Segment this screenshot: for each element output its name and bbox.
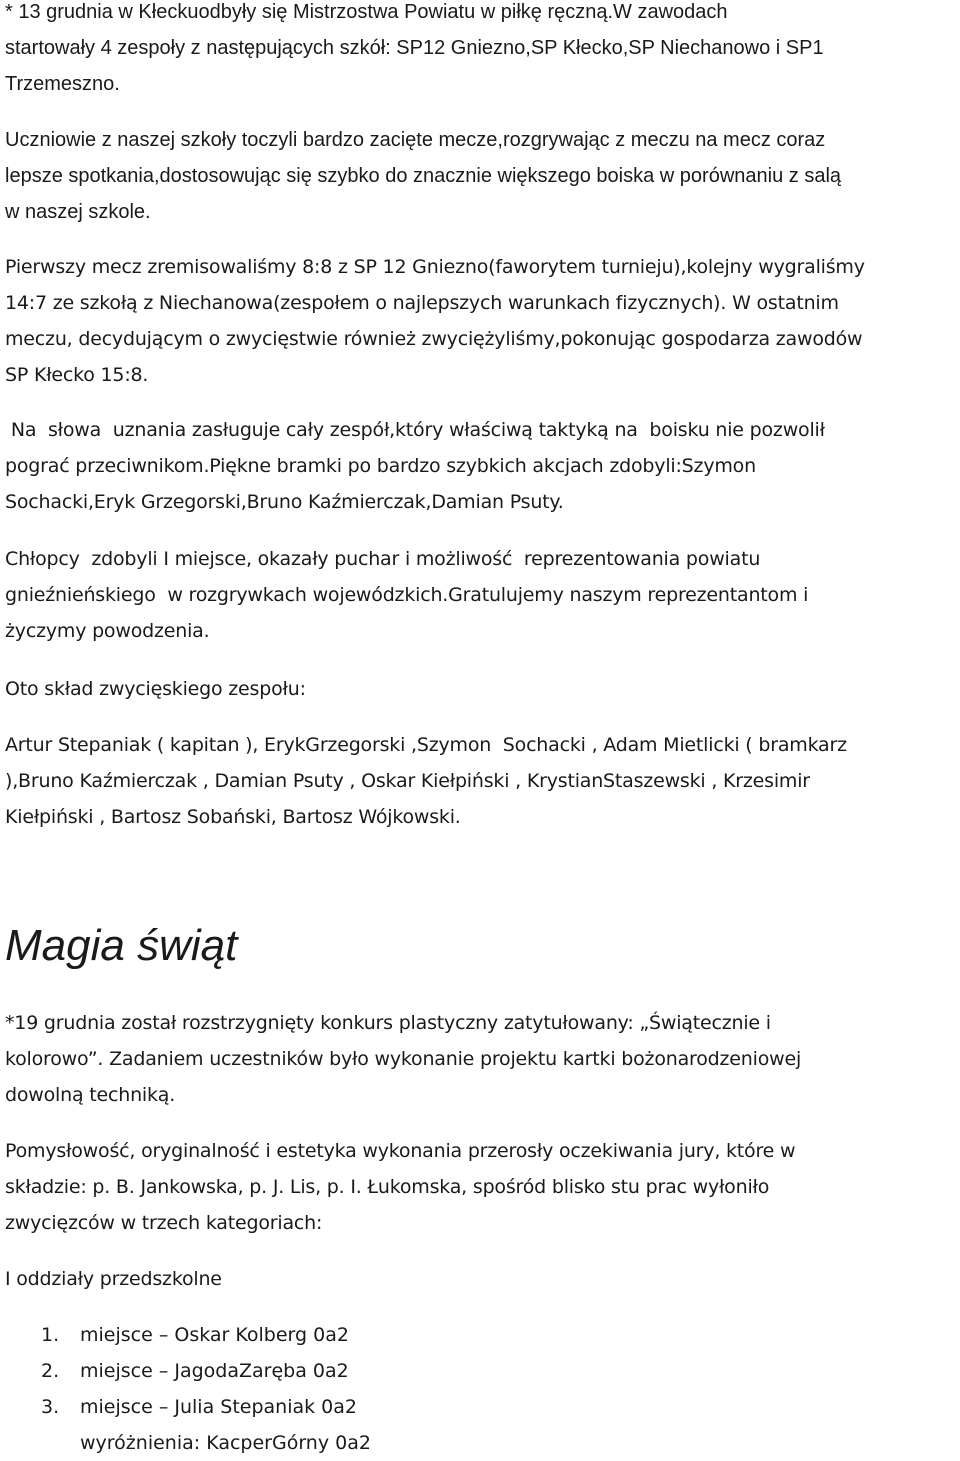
text-line: kolorowo”. Zadaniem uczestników było wykonanie projektu kartki bożonarodzeniowej [5,1048,802,1070]
text-line: dowolną techniką. [5,1084,176,1106]
text-line: I oddziały przedszkolne [5,1268,222,1290]
text-line: zwycięzców w trzech kategoriach: [5,1212,323,1234]
text-line: Trzemeszno. [5,73,120,95]
text-line: Chłopcy zdobyli I miejsce, okazały puchar i możliwość reprezentowania powiatu [5,548,761,570]
text-line: składzie: p. B. Jankowska, p. J. Lis, p. I. Łukomska, spośród blisko stu prac wyłoniło [5,1176,770,1198]
text-line: Artur Stepaniak ( kapitan ), ErykGrzegorski ,Szymon Sochacki , Adam Mietlicki ( bramkarz [5,734,847,756]
recognition-paragraph [5,412,960,520]
text-line: startowały 4 zespoły z następujących szkół: SP12 Gniezno,SP Kłecko,SP Niechanowo i SP1 [5,37,824,59]
text-line: Kiełpiński , Bartosz Sobański, Bartosz Wójkowski. [5,806,461,828]
list-text: miejsce – JagodaZaręba 0a2 [80,1360,349,1382]
contest-paragraph [5,1005,960,1113]
text-line: pograć przeciwnikom.Piękne bramki po bardzo szybkich akcjach zdobyli:Szymon [5,455,756,477]
text-line: *19 grudnia został rozstrzygnięty konkurs plastyczny zatytułowany: „Świątecznie i [5,1012,771,1034]
list-text: miejsce – Oskar Kolberg 0a2 [80,1324,349,1346]
matches-paragraph [5,249,960,393]
list-number: 1. [41,1324,60,1346]
text-line: życzymy powodzenia. [5,620,210,642]
text-line: Oto skład zwycięskiego zespołu: [5,678,306,700]
text-line: Na słowa uznania zasługuje cały zespół,który właściwą taktyką na boisku nie pozwolił [5,419,825,441]
text-line: 14:7 ze szkołą z Niechanowa(zespołem o najlepszych warunkach fizycznych). W ostatnim [5,292,839,314]
text-line: lepsze spotkania,dostosowując się szybko do znacznie większego boiska w porównaniu z salą [5,165,842,187]
list-item [5,1317,371,1353]
text-line: Pomysłowość, oryginalność i estetyka wykonania przerosły oczekiwania jury, które w [5,1140,796,1162]
text-line: Uczniowie z naszej szkoły toczyli bardzo zacięte mecze,rozgrywając z meczu na mecz coraz [5,129,826,151]
honorable-mention: wyróżnienia: KacperGórny 0a2 [80,1432,371,1454]
text-line: Sochacki,Eryk Grzegorski,Bruno Kaźmierczak,Damian Psuty. [5,491,564,513]
team-heading [5,671,960,707]
players-effort-paragraph [5,122,960,230]
list-item [5,1389,371,1425]
text-line: ),Bruno Kaźmierczak , Damian Psuty , Oskar Kiełpiński , KrystianStaszewski , Krzesimir [5,770,810,792]
category-heading [5,1261,960,1297]
magic-section-title: Magia świąt [5,921,238,970]
winners-list [5,1317,371,1461]
list-number: 3. [41,1396,60,1418]
text-line: w naszej szkole. [5,201,151,223]
list-text: miejsce – Julia Stepaniak 0a2 [80,1396,357,1418]
text-line: Pierwszy mecz zremisowaliśmy 8:8 z SP 12 Gniezno(faworytem turnieju),kolejny wygraliśmy [5,256,865,278]
list-number: 2. [41,1360,60,1382]
result-paragraph [5,541,960,649]
text-line: SP Kłecko 15:8. [5,364,149,386]
team-roster-paragraph [5,727,960,835]
list-item [5,1353,371,1389]
tournament-intro-paragraph [5,0,960,102]
text-line: meczu, decydującym o zwycięstwie również zwyciężyliśmy,pokonując gospodarza zawodów [5,328,863,350]
text-line: gnieźnieńskiego w rozgrywkach wojewódzkich.Gratulujemy naszym reprezentantom i [5,584,809,606]
jury-paragraph [5,1133,960,1241]
text-line: * 13 grudnia w Kłeckuodbyły się Mistrzostwa Powiatu w piłkę ręczną.W zawodach [5,1,728,23]
